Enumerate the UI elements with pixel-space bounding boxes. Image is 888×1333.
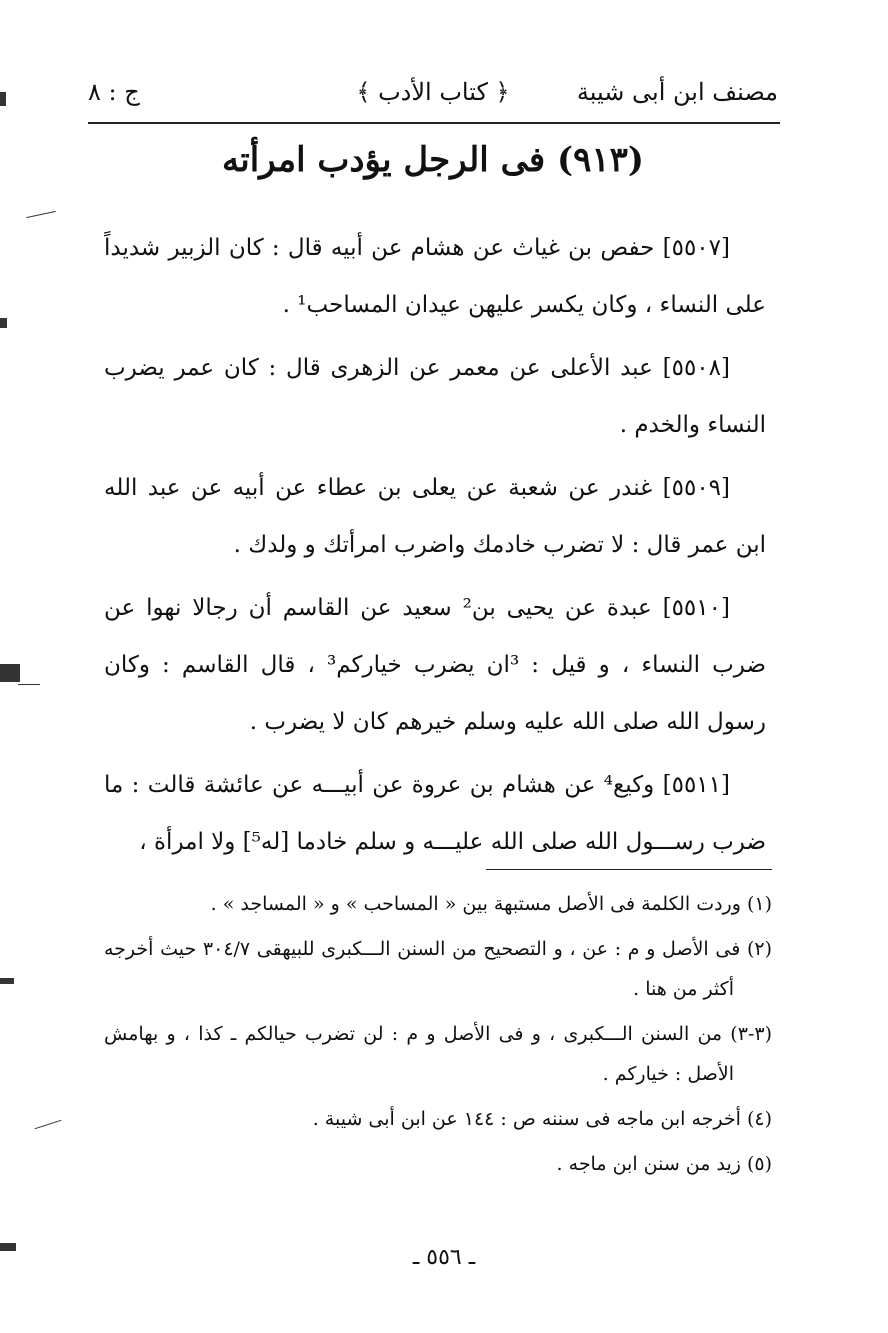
entry-number: [٥٥٠٧] [662,235,730,261]
entry-text: عبدة عن يحيى بن² سعيد عن القاسم أن رجالا نهوا عن ضرب النساء ، و قيل : ³ان يضرب خياركم³ ، قال القاسم : وكان رسول الله صلى الله عليه وسلم خيرهم كان لا يضرب . [104,595,767,735]
entry-text: عبد الأعلى عن معمر عن الزهرى قال : كان عمر يضرب النساء والخدم . [104,355,766,438]
footnotes [104,884,772,1189]
hadith-entry [104,340,766,454]
footnote: (١) وردت الكلمة فى الأصل مستبهة بين « المساحب » و « المساجد » . [210,893,772,915]
footnote: (٥) زيد من سنن ابن ماجه . [556,1153,772,1175]
header-divider [88,122,780,124]
scan-mark [26,211,56,218]
hadith-entry [104,460,766,574]
entry-text: غندر عن شعبة عن يعلى بن عطاء عن أبيه عن عبد الله ابن عمر قال : لا تضرب خادمك واضرب امرأتك و ولدك . [104,475,766,558]
entry-number: [٥٥٠٨] [662,355,730,381]
section-title: (٩١٣) فى الرجل يؤدب امرأته [222,140,644,180]
hadith-entries [104,220,766,877]
hadith-entry [104,220,766,334]
scan-mark [0,1243,16,1251]
running-header [88,70,778,118]
footnote: (٣-٣) من السنن الـــكبرى ، و فى الأصل و م : لن تضرب حيالكم ـ كذا ، و بهامش الأصل : خياركم . [104,1023,772,1085]
entry-number: [٥٥١١] [662,772,730,798]
footnote-divider [486,869,772,870]
volume-number: ج : ٨ [88,78,140,106]
scan-mark [18,684,40,685]
hadith-entry [104,757,766,871]
chapter-title: ﴿ كتاب الأدب ﴾ [356,78,510,106]
entry-text: وكيع⁴ عن هشام بن عروة عن أبيـــه عن عائشة قالت : ما ضرب رســـول الله صلى الله عليـــه و سلم خادما [له⁵] ولا امرأة ، [104,772,766,855]
scan-mark [0,318,7,328]
scan-mark [0,92,6,106]
footnote: (٢) فى الأصل و م : عن ، و التصحيح من السنن الـــكبرى للبيهقى ٣٠٤/٧ حيث أخرجه أكثر من هنا . [104,938,772,1000]
page-number: ـ ٥٥٦ ـ [412,1245,476,1270]
scan-mark [0,664,20,682]
book-title: مصنف ابن أبى شيبة [576,78,778,106]
scan-mark [0,978,14,984]
scan-mark [35,1120,62,1130]
hadith-entry [104,580,766,751]
footnote: (٤) أخرجه ابن ماجه فى سننه ص : ١٤٤ عن ابن أبى شيبة . [312,1108,772,1130]
entry-number: [٥٥٠٩] [662,475,731,501]
entry-number: [٥٥١٠] [662,595,730,621]
entry-text: حفص بن غياث عن هشام عن أبيه قال : كان الزبير شديداً على النساء ، وكان يكسر عليهن عيدان المساحب¹ . [104,235,766,318]
